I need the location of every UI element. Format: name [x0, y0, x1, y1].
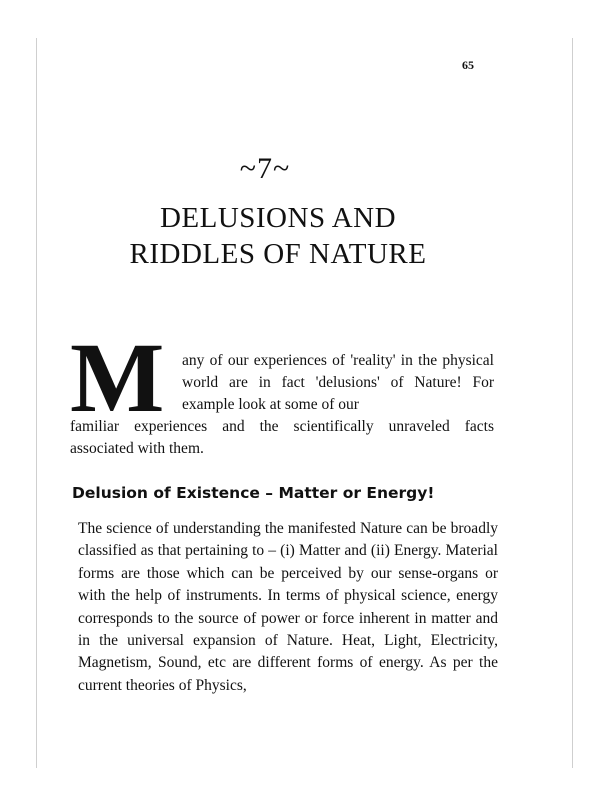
drop-cap-letter: M: [70, 322, 161, 433]
right-margin-line: [572, 38, 573, 768]
chapter-title-line-1: DELUSIONS AND: [159, 202, 397, 234]
body-paragraph: The science of understanding the manifested Nature can be broadly classified as that pertaining to – (i) Matter and (ii) Energy. Material forms are those which can be perceived by our sense-organs or with the help of instruments. In terms of physical science, energy corresponds to the source of power or force inherent in matter and in the universal expansion of Nature. Heat, Light, Electricity, Magnetism, Sound, etc are different forms of energy. As per the current theories of Physics,: [78, 520, 498, 694]
chapter-title-line-2: RIDDLES OF NATURE: [129, 238, 427, 270]
intro-paragraph-continuation: familiar experiences and the scientifically unraveled facts associated with them.: [70, 418, 494, 457]
page-number: 65: [462, 58, 474, 72]
intro-paragraph-first-lines: any of our experiences of 'reality' in the physical world are in fact 'delusions' of Nature! For example look at some of our: [182, 352, 494, 413]
chapter-number: ~7~: [239, 152, 291, 185]
left-margin-line: [36, 38, 37, 768]
chapter-title: [0, 200, 556, 272]
section-heading: Delusion of Existence – Matter or Energy!: [72, 484, 435, 502]
